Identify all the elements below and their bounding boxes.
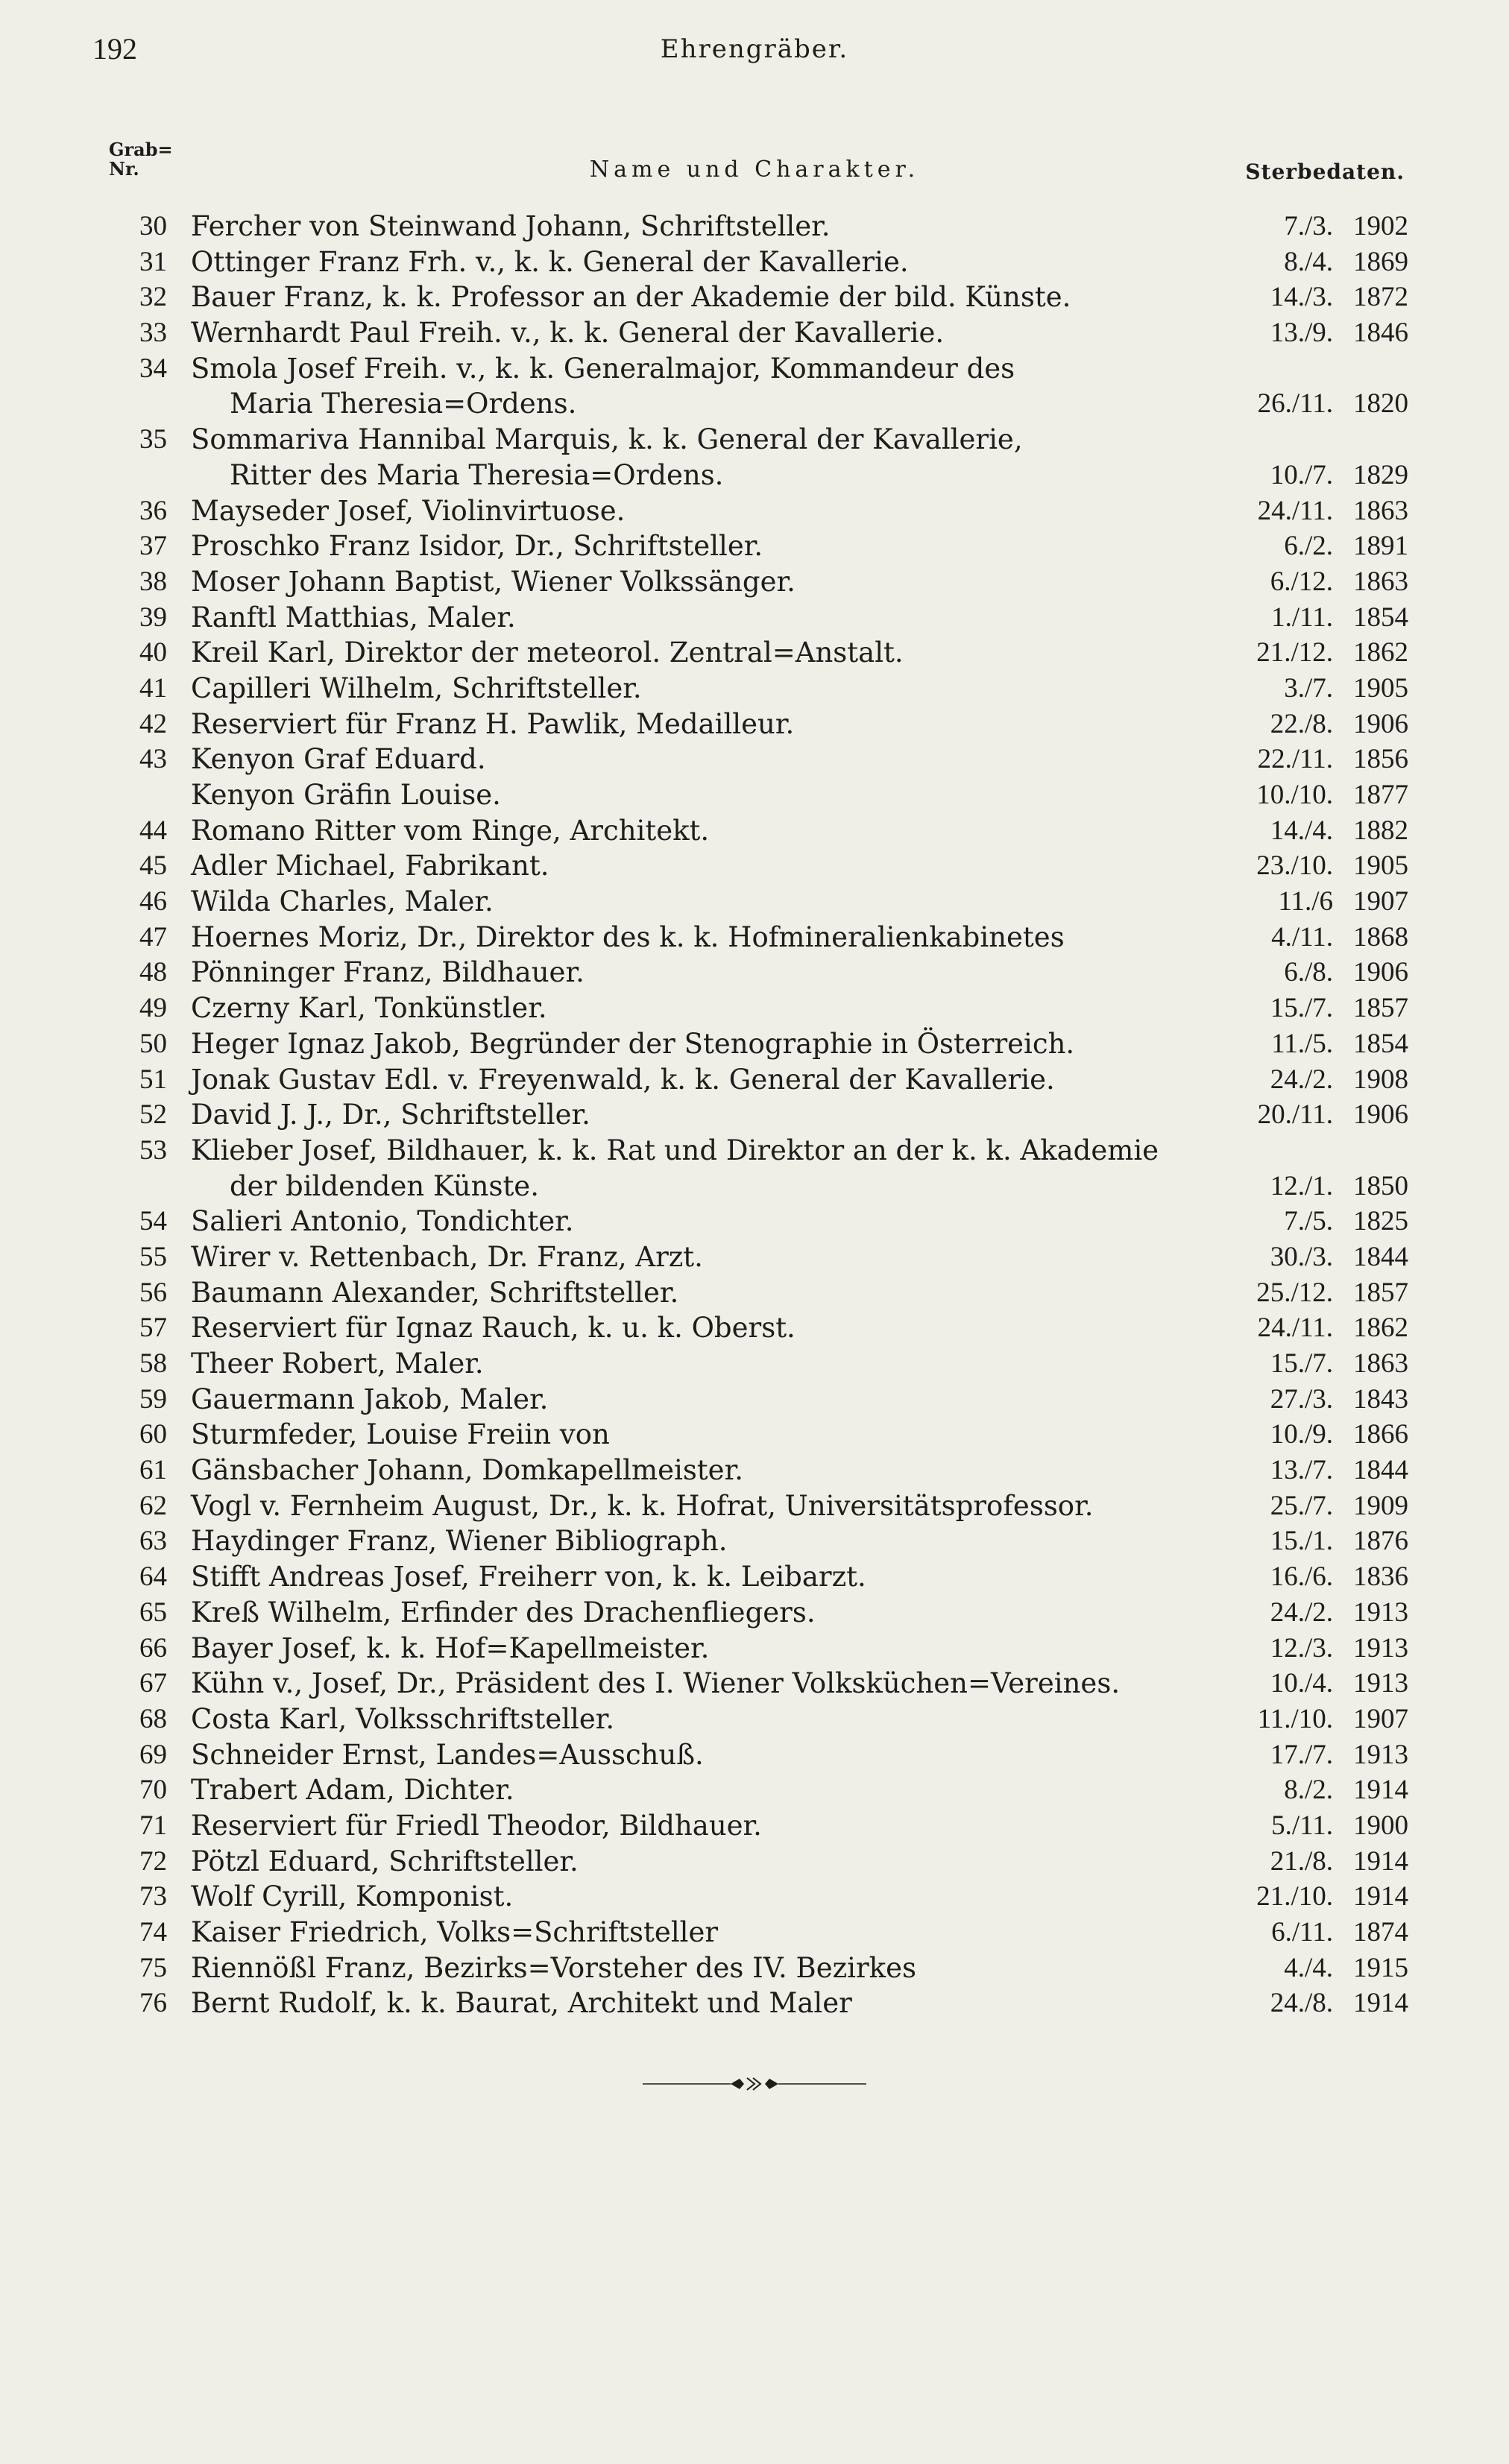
table-row	[0, 1241, 1509, 1277]
name-and-character: Kenyon Gräfin Louise.	[191, 779, 501, 811]
death-day-month: 14./3.	[1270, 282, 1333, 313]
table-row	[0, 636, 1509, 672]
name-and-character: Bauer Franz, k. k. Professor an der Akademie der bild. Künste.	[191, 281, 1071, 314]
name-and-character: Riennößl Franz, Bezirks=Vorsteher des IV. Bezirkes	[191, 1951, 916, 1984]
grave-number: 75	[139, 1952, 167, 1983]
death-day-month: 13./9.	[1270, 318, 1333, 349]
death-year: 1907	[1353, 1703, 1408, 1734]
name-and-character: Reserviert für Ignaz Rauch, k. u. k. Oberst.	[191, 1312, 796, 1345]
name-and-character: Gänsbacher Johann, Domkapellmeister.	[191, 1454, 743, 1487]
death-day-month: 6./12.	[1270, 566, 1333, 597]
death-year: 1913	[1353, 1632, 1408, 1664]
table-row	[0, 1383, 1509, 1419]
grave-number: 46	[139, 886, 167, 917]
death-year: 1857	[1353, 993, 1408, 1024]
name-and-character: Jonak Gustav Edl. v. Freyenwald, k. k. General der Kavallerie.	[191, 1063, 1055, 1096]
name-and-character: Wilda Charles, Maler.	[191, 885, 494, 918]
grave-number: 72	[139, 1845, 167, 1877]
name-and-character: Wolf Cyrill, Komponist.	[191, 1880, 514, 1913]
table-row	[0, 1064, 1509, 1099]
grave-number: 66	[139, 1632, 167, 1664]
table-row	[0, 388, 1509, 423]
death-year: 1907	[1353, 886, 1408, 917]
death-year: 1850	[1353, 1170, 1408, 1201]
name-and-character: Stifft Andreas Josef, Freiherr von, k. k. Leibarzt.	[191, 1561, 866, 1593]
table-row	[0, 1099, 1509, 1134]
name-and-character: Pötzl Eduard, Schriftsteller.	[191, 1845, 579, 1877]
grave-number: 47	[139, 921, 167, 953]
table-row	[0, 815, 1509, 850]
table-row	[0, 495, 1509, 531]
death-day-month: 15./7.	[1270, 1348, 1333, 1379]
death-day-month: 14./4.	[1270, 815, 1333, 846]
death-day-month: 17./7.	[1270, 1739, 1333, 1770]
name-and-character: Salieri Antonio, Tondichter.	[191, 1205, 574, 1238]
death-year: 1872	[1353, 282, 1408, 313]
death-day-month: 4./11.	[1271, 921, 1333, 953]
death-year: 1905	[1353, 850, 1408, 882]
grave-number: 62	[139, 1490, 167, 1521]
table-row	[0, 1916, 1509, 1952]
death-day-month: 8./4.	[1284, 246, 1333, 277]
name-and-character: Reserviert für Franz H. Pawlik, Medailleur.	[191, 707, 795, 740]
table-row	[0, 921, 1509, 957]
table-row	[0, 992, 1509, 1028]
grave-number: 61	[139, 1455, 167, 1486]
death-day-month: 21./10.	[1256, 1881, 1333, 1912]
death-day-month: 12./3.	[1270, 1632, 1333, 1664]
name-and-character: Ranftl Matthias, Maler.	[191, 601, 516, 634]
name-and-character: Proschko Franz Isidor, Dr., Schriftsteller.	[191, 530, 763, 563]
end-ornament	[0, 2075, 1509, 2093]
death-day-month: 8./2.	[1284, 1775, 1333, 1806]
name-and-character: Sturmfeder, Louise Freiin von	[191, 1418, 610, 1451]
name-and-character: Heger Ignaz Jakob, Begründer der Stenographie in Österreich.	[191, 1027, 1075, 1060]
grave-number: 42	[139, 708, 167, 739]
death-day-month: 11./5.	[1271, 1028, 1333, 1059]
death-year: 1891	[1353, 531, 1408, 562]
death-year: 1905	[1353, 672, 1408, 704]
table-row	[0, 1703, 1509, 1739]
name-and-character: Kreil Karl, Direktor der meteorol. Zentral=Anstalt.	[191, 636, 904, 669]
death-year: 1862	[1353, 637, 1408, 669]
table-row	[0, 1418, 1509, 1454]
table-row	[0, 1490, 1509, 1526]
death-year: 1844	[1353, 1241, 1408, 1272]
name-and-character: Fercher von Steinwand Johann, Schriftsteller.	[191, 210, 831, 242]
name-and-character: Czerny Karl, Tonkünstler.	[191, 992, 547, 1025]
death-year: 1856	[1353, 744, 1408, 775]
death-day-month: 1./11.	[1271, 601, 1333, 633]
table-row	[0, 423, 1509, 459]
grave-number: 60	[139, 1419, 167, 1450]
grave-number: 57	[139, 1312, 167, 1344]
grave-number: 35	[139, 424, 167, 455]
page-number: 192	[92, 32, 137, 66]
death-day-month: 10./7.	[1270, 459, 1333, 490]
ornament-flourish-icon	[643, 2075, 866, 2093]
table-row	[0, 1525, 1509, 1561]
death-year: 1820	[1353, 388, 1408, 420]
grave-number: 71	[139, 1810, 167, 1841]
name-and-character: Smola Josef Freih. v., k. k. Generalmajor, Kommandeur des	[191, 352, 1015, 385]
death-day-month: 30./3.	[1270, 1241, 1333, 1272]
death-year: 1914	[1353, 1775, 1408, 1806]
grave-number: 67	[139, 1668, 167, 1699]
grave-number: 63	[139, 1526, 167, 1557]
death-year: 1913	[1353, 1596, 1408, 1628]
table-row	[0, 353, 1509, 388]
death-year: 1914	[1353, 1988, 1408, 2019]
death-year: 1906	[1353, 1099, 1408, 1131]
grave-number: 55	[139, 1241, 167, 1272]
grave-number: 44	[139, 815, 167, 846]
death-day-month: 4./4.	[1284, 1952, 1333, 1983]
grave-number: 76	[139, 1988, 167, 2019]
death-year: 1869	[1353, 246, 1408, 277]
table-row	[0, 1952, 1509, 1988]
death-year: 1836	[1353, 1561, 1408, 1593]
name-and-character: Pönninger Franz, Bildhauer.	[191, 956, 585, 989]
grave-number: 56	[139, 1277, 167, 1308]
table-row	[0, 1632, 1509, 1668]
entries-list	[0, 210, 1509, 2023]
death-year: 1863	[1353, 1348, 1408, 1379]
death-year: 1900	[1353, 1810, 1408, 1841]
name-and-character: Romano Ritter vom Ringe, Architekt.	[191, 814, 710, 847]
death-year: 1854	[1353, 601, 1408, 633]
table-row	[0, 672, 1509, 708]
name-and-character: Bayer Josef, k. k. Hof=Kapellmeister.	[191, 1631, 710, 1664]
death-day-month: 24./11.	[1257, 495, 1333, 526]
death-day-month: 16./6.	[1270, 1561, 1333, 1593]
column-header-name: Name und Charakter.	[589, 157, 920, 183]
table-row	[0, 956, 1509, 992]
name-and-character: Mayseder Josef, Violinvirtuose.	[191, 494, 626, 527]
name-and-character: Baumann Alexander, Schriftsteller.	[191, 1276, 679, 1309]
death-year: 1882	[1353, 815, 1408, 846]
table-row	[0, 1774, 1509, 1810]
grave-number: 31	[139, 246, 167, 277]
column-header-dates: Sterbedaten.	[1245, 159, 1405, 184]
table-row	[0, 210, 1509, 246]
name-and-character: Gauermann Jakob, Maler.	[191, 1383, 549, 1415]
grave-number: 73	[139, 1881, 167, 1912]
death-year: 1846	[1353, 318, 1408, 349]
name-and-character: Haydinger Franz, Wiener Bibliograph.	[191, 1525, 728, 1558]
death-day-month: 27./3.	[1270, 1383, 1333, 1415]
name-and-character: Schneider Ernst, Landes=Ausschuß.	[191, 1738, 704, 1771]
grave-number: 43	[139, 744, 167, 775]
table-row	[0, 601, 1509, 637]
death-year: 1906	[1353, 957, 1408, 988]
death-day-month: 24./11.	[1257, 1312, 1333, 1344]
table-row	[0, 1348, 1509, 1383]
table-row	[0, 530, 1509, 566]
death-year: 1913	[1353, 1739, 1408, 1770]
name-and-character: Kenyon Graf Eduard.	[191, 743, 486, 776]
table-row	[0, 1170, 1509, 1206]
death-day-month: 21./12.	[1256, 637, 1333, 669]
death-day-month: 24./2.	[1270, 1596, 1333, 1628]
death-year: 1863	[1353, 495, 1408, 526]
grave-number: 58	[139, 1348, 167, 1379]
name-and-character: Wirer v. Rettenbach, Dr. Franz, Arzt.	[191, 1240, 703, 1273]
table-row	[0, 779, 1509, 815]
name-and-character: David J. J., Dr., Schriftsteller.	[191, 1099, 590, 1131]
death-year: 1877	[1353, 780, 1408, 810]
death-year: 1854	[1353, 1028, 1408, 1059]
grave-number: 64	[139, 1561, 167, 1593]
table-row	[0, 1312, 1509, 1348]
death-day-month: 21./8.	[1270, 1845, 1333, 1877]
name-and-character: Ritter des Maria Theresia=Ordens.	[230, 458, 724, 491]
table-row	[0, 1277, 1509, 1312]
death-day-month: 5./11.	[1271, 1810, 1333, 1841]
death-day-month: 22./8.	[1270, 708, 1333, 739]
table-row	[0, 1454, 1509, 1490]
column-header-grave-number-label: Grab= Nr.	[109, 139, 173, 180]
death-year: 1844	[1353, 1455, 1408, 1486]
grave-number: 48	[139, 957, 167, 988]
grave-number: 36	[139, 495, 167, 526]
death-year: 1876	[1353, 1526, 1408, 1557]
grave-number: 45	[139, 850, 167, 882]
table-row	[0, 850, 1509, 885]
name-and-character: Costa Karl, Volksschriftsteller.	[191, 1702, 615, 1735]
grave-number: 49	[139, 993, 167, 1024]
grave-number: 52	[139, 1099, 167, 1131]
death-year: 1913	[1353, 1668, 1408, 1699]
death-year: 1909	[1353, 1490, 1408, 1521]
table-row	[0, 885, 1509, 921]
name-and-character: Theer Robert, Maler.	[191, 1348, 484, 1380]
death-day-month: 6./8.	[1284, 957, 1333, 988]
death-day-month: 6./11.	[1271, 1917, 1333, 1947]
death-year: 1902	[1353, 211, 1408, 241]
table-row	[0, 1561, 1509, 1596]
death-year: 1866	[1353, 1419, 1408, 1450]
death-year: 1863	[1353, 566, 1408, 597]
table-row	[0, 1845, 1509, 1881]
death-year: 1915	[1353, 1952, 1408, 1983]
name-and-character: Wernhardt Paul Freih. v., k. k. General der Kavallerie.	[191, 317, 945, 350]
death-year: 1874	[1353, 1917, 1408, 1947]
name-and-character: Klieber Josef, Bildhauer, k. k. Rat und Direktor an der k. k. Akademie	[191, 1134, 1159, 1166]
death-day-month: 10./9.	[1270, 1419, 1333, 1450]
table-row	[0, 1810, 1509, 1845]
death-year: 1908	[1353, 1064, 1408, 1095]
name-and-character: Kreß Wilhelm, Erfinder des Drachenfliegers.	[191, 1596, 816, 1629]
grave-number: 34	[139, 353, 167, 384]
death-year: 1829	[1353, 459, 1408, 490]
death-year: 1843	[1353, 1383, 1408, 1415]
grave-number: 37	[139, 531, 167, 562]
name-and-character: Bernt Rudolf, k. k. Baurat, Architekt und Maler	[191, 1987, 852, 2020]
table-row	[0, 459, 1509, 495]
death-day-month: 10./10.	[1256, 780, 1333, 810]
death-year: 1862	[1353, 1312, 1408, 1344]
death-year: 1906	[1353, 708, 1408, 739]
name-and-character: Maria Theresia=Ordens.	[230, 388, 577, 420]
grave-number: 69	[139, 1739, 167, 1770]
death-day-month: 13./7.	[1270, 1455, 1333, 1486]
name-and-character: Kühn v., Josef, Dr., Präsident des I. Wiener Volksküchen=Vereines.	[191, 1667, 1121, 1700]
table-row	[0, 1667, 1509, 1703]
death-day-month: 26./11.	[1257, 388, 1333, 420]
grave-number: 65	[139, 1596, 167, 1628]
table-row	[0, 743, 1509, 779]
running-head: Ehrengräber.	[660, 34, 849, 64]
death-day-month: 12./1.	[1270, 1170, 1333, 1201]
death-day-month: 3./7.	[1284, 672, 1333, 704]
grave-number: 50	[139, 1028, 167, 1059]
grave-number: 39	[139, 601, 167, 633]
grave-number: 32	[139, 282, 167, 313]
death-day-month: 11./6	[1278, 886, 1333, 917]
death-day-month: 23./10.	[1256, 850, 1333, 882]
death-day-month: 24./2.	[1270, 1064, 1333, 1095]
death-day-month: 15./1.	[1270, 1526, 1333, 1557]
death-day-month: 25./12.	[1256, 1277, 1333, 1308]
death-year: 1857	[1353, 1277, 1408, 1308]
death-day-month: 7./3.	[1284, 211, 1333, 241]
death-year: 1914	[1353, 1881, 1408, 1912]
name-and-character: Moser Johann Baptist, Wiener Volkssänger.	[191, 565, 796, 598]
table-row	[0, 317, 1509, 353]
table-row	[0, 708, 1509, 744]
grave-number: 74	[139, 1917, 167, 1947]
grave-number: 33	[139, 318, 167, 349]
death-day-month: 6./2.	[1284, 531, 1333, 562]
grave-number: 41	[139, 672, 167, 704]
death-day-month: 22./11.	[1257, 744, 1333, 775]
grave-number: 30	[139, 211, 167, 241]
death-day-month: 15./7.	[1270, 993, 1333, 1024]
name-and-character: Trabert Adam, Dichter.	[191, 1774, 514, 1807]
table-row	[0, 1205, 1509, 1241]
name-and-character: Kaiser Friedrich, Volks=Schriftsteller	[191, 1916, 719, 1948]
name-and-character: Adler Michael, Fabrikant.	[191, 850, 549, 882]
table-row	[0, 281, 1509, 317]
name-and-character: Capilleri Wilhelm, Schriftsteller.	[191, 672, 642, 704]
name-and-character: Ottinger Franz Frh. v., k. k. General der Kavallerie.	[191, 245, 909, 278]
name-and-character: der bildenden Künste.	[230, 1169, 539, 1202]
table-row	[0, 566, 1509, 601]
grave-number: 54	[139, 1206, 167, 1237]
death-year: 1914	[1353, 1845, 1408, 1877]
table-row	[0, 1028, 1509, 1064]
table-row	[0, 1596, 1509, 1632]
death-year: 1825	[1353, 1206, 1408, 1237]
death-day-month: 25./7.	[1270, 1490, 1333, 1521]
death-year: 1868	[1353, 921, 1408, 953]
death-day-month: 7./5.	[1284, 1206, 1333, 1237]
grave-number: 38	[139, 566, 167, 597]
death-day-month: 11./10.	[1257, 1703, 1333, 1734]
table-row	[0, 1134, 1509, 1170]
name-and-character: Hoernes Moriz, Dr., Direktor des k. k. Hofmineralienkabinetes	[191, 920, 1065, 953]
grave-number: 68	[139, 1703, 167, 1734]
death-day-month: 10./4.	[1270, 1668, 1333, 1699]
grave-number: 40	[139, 637, 167, 669]
grave-number: 59	[139, 1383, 167, 1415]
death-day-month: 20./11.	[1257, 1099, 1333, 1131]
name-and-character: Vogl v. Fernheim August, Dr., k. k. Hofrat, Universitätsprofessor.	[191, 1489, 1094, 1522]
table-row	[0, 1739, 1509, 1775]
table-row	[0, 246, 1509, 282]
table-row	[0, 1987, 1509, 2023]
death-day-month: 24./8.	[1270, 1988, 1333, 2019]
grave-number: 51	[139, 1064, 167, 1095]
name-and-character: Reserviert für Friedl Theodor, Bildhauer.	[191, 1809, 762, 1842]
table-row	[0, 1880, 1509, 1916]
grave-number: 53	[139, 1134, 167, 1166]
grave-number: 70	[139, 1775, 167, 1806]
name-and-character: Sommariva Hannibal Marquis, k. k. General der Kavallerie,	[191, 423, 1023, 456]
